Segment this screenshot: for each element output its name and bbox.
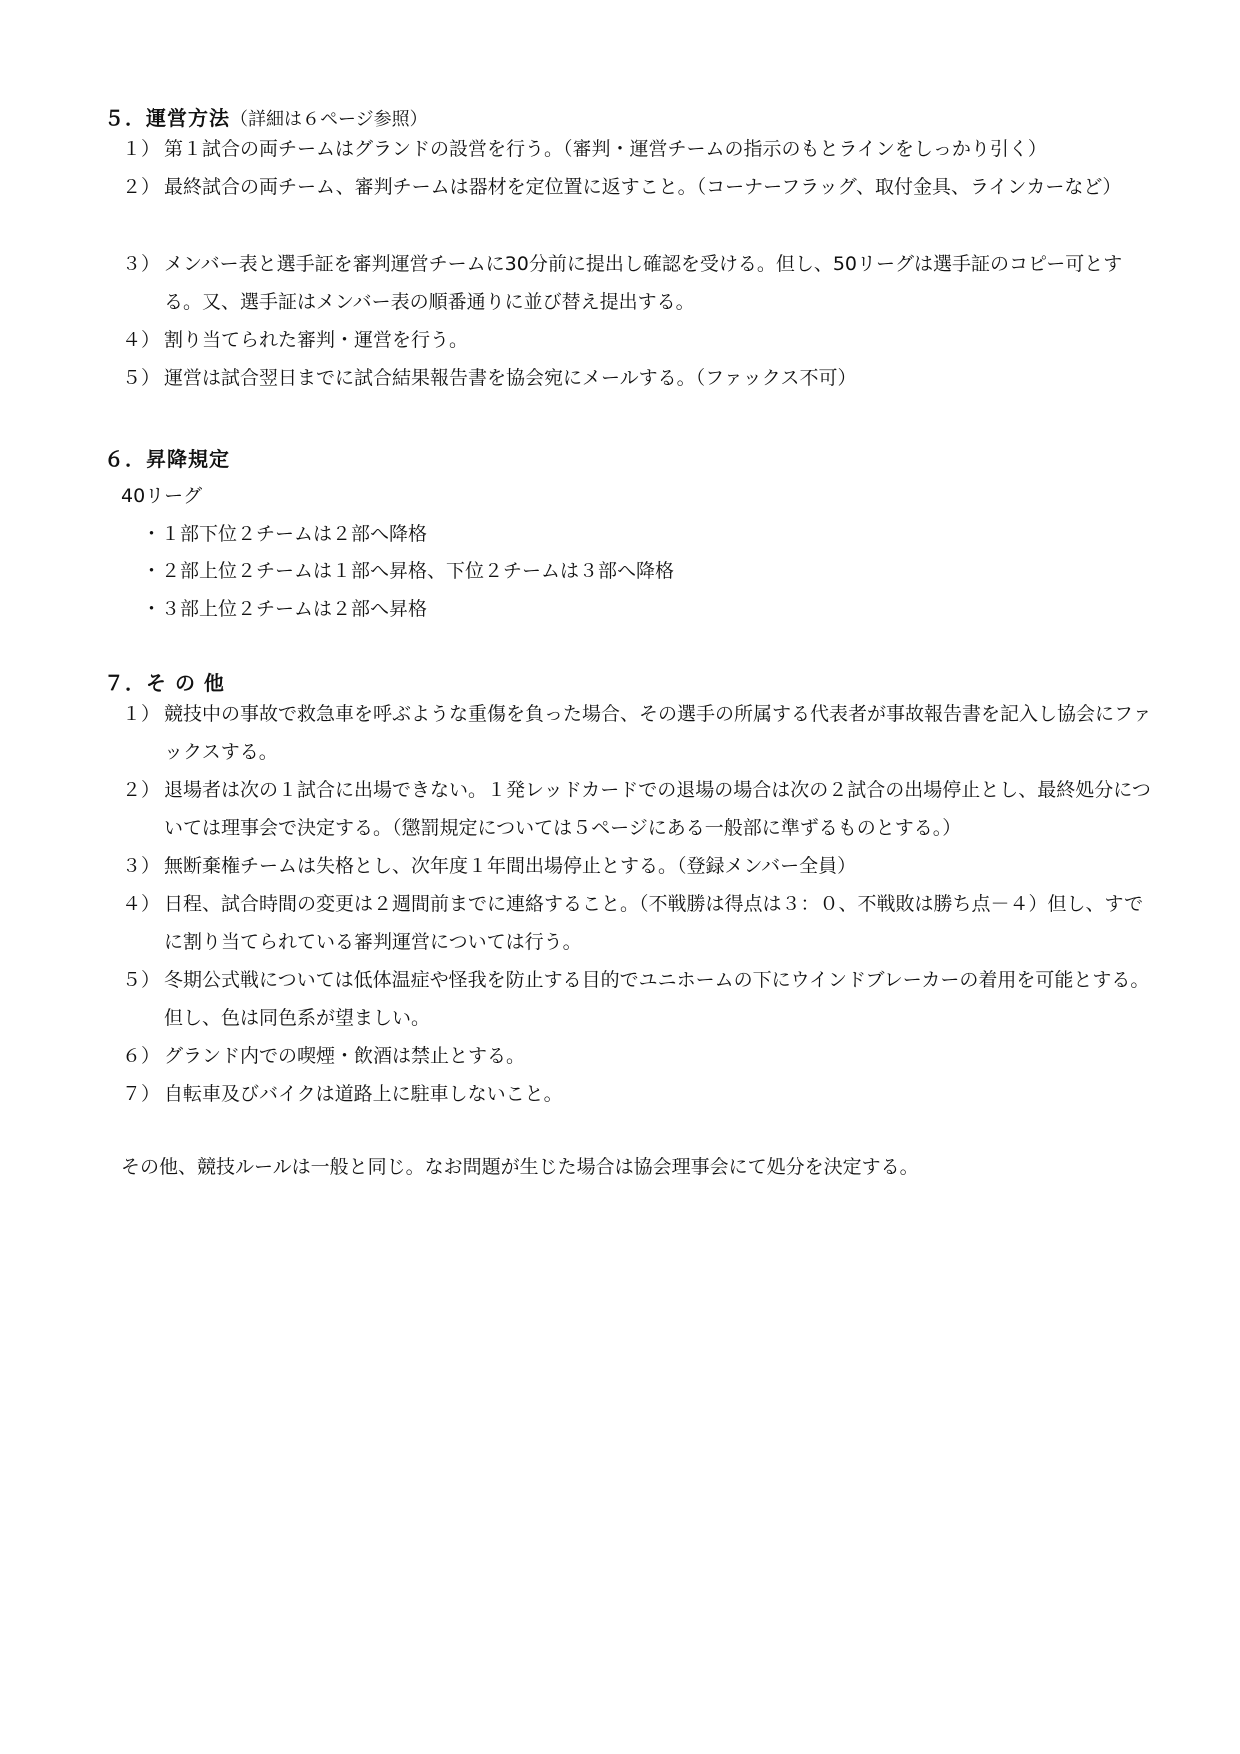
item-number: ６） [122,1045,161,1067]
section5-item-3 [122,246,1152,321]
item-number: ２） [122,176,161,198]
item-number: ４） [122,893,161,915]
section7-item-4 [122,886,1152,961]
item-text: 日程、試合時間の変更は２週間前までに連絡すること。（不戦勝は得点は３：０、不戦敗は勝ち点－４）但し、すでに割り当てられている審判運営については行う。 [164,893,1144,953]
item-text: 自転車及びバイクは道路上に駐車しないこと。 [164,1083,563,1105]
section5-item-1 [122,131,1152,169]
closing-note: その他、競技ルールは一般と同じ。なお問題が生じた場合は協会理事会にて処分を決定する。 [121,1156,919,1178]
item-text: グランド内での喫煙・飲酒は禁止とする。 [164,1045,526,1067]
item-text: 割り当てられた審判・運営を行う。 [164,329,469,351]
item-text: 最終試合の両チーム、審判チームは器材を定位置に返すこと。（コーナーフラッグ、取付金具、ラインカーなど） [164,176,1122,198]
item-number: ５） [122,367,161,389]
league-label: 40リーグ [121,485,203,507]
item-text: 冬期公式戦については低体温症や怪我を防止する目的でユニホームの下にウインドブレーカーの着用を可能とする。但し、色は同色系が望ましい。 [164,969,1150,1029]
promotion-rule-3: ・３部上位２チームは２部へ昇格 [142,598,428,620]
section7-item-1 [122,696,1152,771]
item-number: ４） [122,329,161,351]
section5-title: ５．運営方法 [104,106,230,130]
item-number: １） [122,703,161,725]
item-text: 競技中の事故で救急車を呼ぶような重傷を負った場合、その選手の所属する代表者が事故報告書を記入し協会にファックスする。 [164,703,1152,763]
section5-note: （詳細は６ページ参照） [230,109,428,130]
section7-heading: ７．そ の 他 [104,671,225,695]
item-number: ３） [122,855,161,877]
item-text: 運営は試合翌日までに試合結果報告書を協会宛にメールする。（ファックス不可） [164,367,857,389]
section5-item-5 [122,360,1152,398]
item-number: ３） [122,253,161,275]
item-number: １） [122,138,161,160]
section5-item-2 [122,169,1152,207]
item-text: メンバー表と選手証を審判運営チームに30分前に提出し確認を受ける。但し、50リーグは選手証のコピー可とする。又、選手証はメンバー表の順番通りに並び替え提出する。 [164,253,1123,313]
section5-item-4 [122,322,1152,360]
section7-item-2 [122,772,1152,847]
item-text: 無断棄権チームは失格とし、次年度１年間出場停止とする。（登録メンバー全員） [164,855,857,877]
promotion-rule-1: ・１部下位２チームは２部へ降格 [142,523,428,545]
item-number: ２） [122,779,161,801]
item-text: 退場者は次の１試合に出場できない。１発レッドカードでの退場の場合は次の２試合の出場停止とし、最終処分については理事会で決定する。（懲罰規定については５ページにある一般部に準ずるものとする。） [164,779,1151,839]
section7-item-3 [122,848,1152,886]
promotion-rule-2: ・２部上位２チームは１部へ昇格、下位２チームは３部へ降格 [142,560,675,582]
section5-heading [104,102,428,131]
item-number: ７） [122,1083,161,1105]
section6-heading: ６．昇降規定 [104,447,230,471]
section7-item-5 [122,962,1152,1037]
item-text: 第１試合の両チームはグランドの設営を行う。（審判・運営チームの指示のもとラインをしっかり引く） [164,138,1047,160]
section7-item-6 [122,1038,1152,1076]
section7-item-7 [122,1076,1152,1114]
item-number: ５） [122,969,161,991]
